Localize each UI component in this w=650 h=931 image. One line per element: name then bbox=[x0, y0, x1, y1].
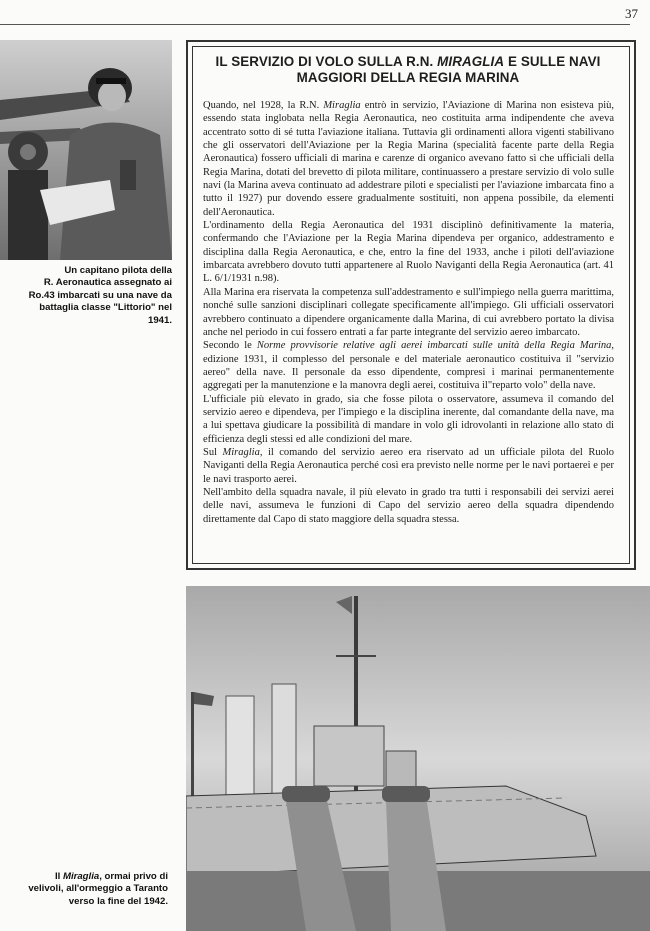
caption-ship-name: Miraglia bbox=[62, 871, 100, 882]
caption-line bbox=[2, 871, 168, 883]
italic-run: Miraglia bbox=[222, 446, 260, 458]
article-box bbox=[186, 40, 636, 570]
paragraph-6: Sul Miraglia, il comando del servizio aereo era riservato ad un ufficiale pilota del Ruolo Naviganti della Regia Aeronautica perché così era previsto nelle norme per le navi portaerei e per le navi trasporto aerei. bbox=[203, 446, 614, 485]
article-body bbox=[203, 99, 614, 526]
pilot-photo-caption bbox=[4, 265, 172, 327]
caption-part: Il bbox=[54, 871, 63, 882]
paragraph-5: L'ufficiale più elevato in grado, sia che fosse pilota o osservatore, assumeva il comando del servizio aereo e dipendeva, per l'impiego e la disciplina inerente, dal comandante della nave, ma a lui spettava giudicare la possibilità di mandare in volo gli idrovolanti in relazione allo stato di efficienza degli stessi ed alle condizioni del mare. bbox=[203, 393, 614, 445]
italic-run: Miraglia bbox=[323, 100, 361, 111]
header-rule bbox=[0, 24, 630, 25]
caption-line: Ro.43 imbarcati su una nave da bbox=[28, 289, 172, 301]
article-title bbox=[198, 54, 618, 86]
caption-part: , ormai privo di bbox=[99, 871, 168, 882]
caption-line: 1941. bbox=[147, 314, 172, 326]
page-number: 37 bbox=[625, 6, 638, 21]
ship-photo-caption bbox=[2, 871, 168, 908]
ship-photo-image bbox=[186, 586, 650, 931]
caption-line: verso la fine del 1942. bbox=[68, 895, 168, 907]
paragraph-1: Quando, nel 1928, la R.N. Miraglia entrò in servizio, l'Aviazione di Marina non esisteva più, essendo stata inglobata nella Regia Aeronautica, neo costituita arma indipendente che aveva accentrato sotto di sé tutta l'aviazione italiana. Tuttavia gli ordinamenti allora vigenti stabilivano che gli osservatori dell'Aviazione per la Regia Marina (specialità facente parte della Regia Aeronautica) fossero ufficiali di marina e carenze di organico avevano fatto sì che ufficiali della Regia Marina, dotati del brevetto di pilota militare, continuassero a prestare servizio di volo sulle navi (la Marina aveva continuato ad addestrare piloti e specialisti per l'aviazione imbarcata fino a tutto il 1927) pur dovendo essere gradualmente sostituiti, non appena possibile, da elementi dell'Aeronautica. bbox=[203, 100, 614, 218]
pilot-photo bbox=[0, 40, 172, 260]
caption-line: R. Aeronautica assegnato ai bbox=[43, 277, 172, 289]
title-part: IL SERVIZIO DI VOLO SULLA R.N. bbox=[215, 54, 438, 69]
caption-line: battaglia classe "Littorio" nel bbox=[39, 302, 172, 314]
paragraph-7: Nell'ambito della squadra navale, il più elevato in grado tra tutti i responsabili dei servizi aerei delle navi, assumeva le funzioni di Capo del servizio aereo della squadra dipendendo direttamente dal Capo di stato maggiore della squadra stessa. bbox=[203, 486, 614, 525]
ship-photo bbox=[186, 586, 650, 931]
paragraph-3: Alla Marina era riservata la competenza sull'addestramento e sull'impiego nella guerra marittima, nonché sulle sanzioni disciplinari collegate specificamente all'impiego. Gli ufficiali osservatori avrebbero continuato a dipendere organicamente dalla Marina, di cui avrebbero portato la divisa anche nel periodo in cui fossero entrati a far parte integrante del servizio aereo imbarcato. bbox=[203, 286, 614, 338]
pilot-photo-image bbox=[0, 40, 172, 260]
caption-line: velivoli, all'ormeggio a Taranto bbox=[28, 883, 168, 895]
italic-run: Norme provvisorie relative agli aerei imbarcati sulle unità della Regia Marina bbox=[256, 340, 612, 352]
caption-line: Un capitano pilota della bbox=[64, 265, 172, 276]
paragraph-2: L'ordinamento della Regia Aeronautica del 1931 disciplinò definitivamente la materia, confermando che l'Aviazione per la Regia Marina dipendeva per organico, addestramento e disciplina dalla Regia Aeronautica, e che, entro la fine del 1933, anche i piloti dell'aviazione imbarcata avrebbero dovuto tutti appartenere al Ruolo Naviganti della Regia Aeronautica (art. 41 L. 6/1/1931 n.98). bbox=[203, 220, 614, 285]
title-part: E SULLE NAVI bbox=[504, 54, 601, 69]
paragraph-4: Secondo le Norme provvisorie relative agli aerei imbarcati sulle unità della Regia Marina, edizione 1931, il complesso del personale e del materiale aeronautico costituiva il "servizio aereo" della nave. Il personale da esso dipendente, compresi i marinai permanentemente aggregati per la manutenzione e la manovra degli aerei, costituiva il"reparto volo" della nave. bbox=[203, 340, 614, 392]
title-ship-name: MIRAGLIA bbox=[437, 54, 505, 69]
title-line-2: MAGGIORI DELLA REGIA MARINA bbox=[296, 70, 520, 85]
